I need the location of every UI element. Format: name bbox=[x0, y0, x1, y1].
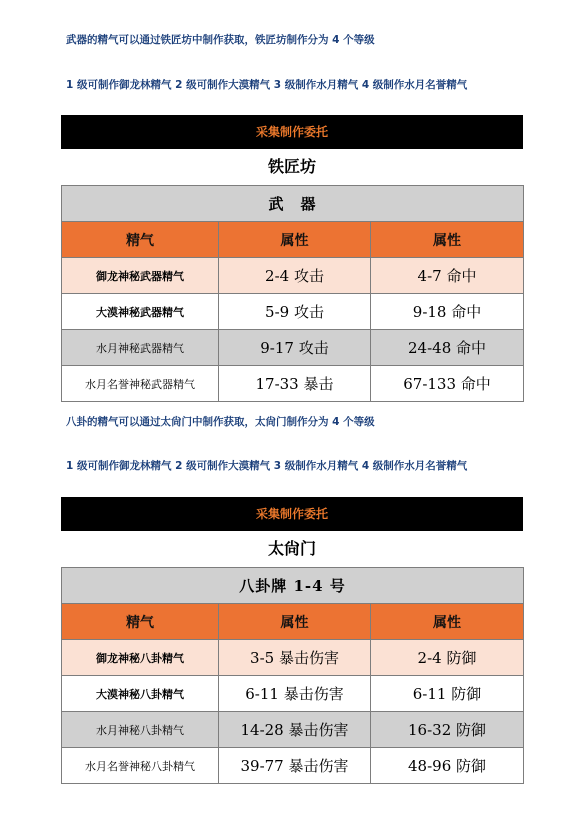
essence-name-cell: 御龙神秘八卦精气 bbox=[62, 640, 219, 676]
table-row bbox=[62, 330, 524, 366]
attribute-cell: 9-18 命中 bbox=[371, 294, 524, 330]
header-cell: 属性 bbox=[219, 604, 371, 640]
table-row bbox=[62, 294, 524, 330]
section1-banner: 采集制作委托 bbox=[61, 115, 523, 149]
table-row bbox=[62, 366, 524, 402]
attribute-cell: 39-77 暴击伤害 bbox=[219, 748, 371, 784]
attribute-cell: 17-33 暴击 bbox=[219, 366, 371, 402]
essence-name-cell: 水月神秘武器精气 bbox=[62, 330, 219, 366]
header-cell: 属性 bbox=[371, 604, 524, 640]
essence-name-cell: 大漠神秘八卦精气 bbox=[62, 676, 219, 712]
table-row bbox=[62, 712, 524, 748]
section2-level-note: 1 级可制作御龙林精气 2 级可制作大漠精气 3 级制作水月精气 4 级制作水月名誉精气 bbox=[66, 460, 468, 472]
essence-name-cell: 水月名誉神秘武器精气 bbox=[62, 366, 219, 402]
section2-place-title: 太尙门 bbox=[267, 539, 316, 558]
header-cell: 属性 bbox=[219, 222, 371, 258]
essence-name-cell: 水月神秘八卦精气 bbox=[62, 712, 219, 748]
table-row bbox=[62, 676, 524, 712]
section1-block bbox=[61, 115, 523, 402]
attribute-cell: 24-48 命中 bbox=[371, 330, 524, 366]
attribute-cell: 6-11 防御 bbox=[371, 676, 524, 712]
section2-table bbox=[61, 567, 524, 784]
section1-place-title: 铁匠坊 bbox=[267, 157, 316, 176]
attribute-cell: 16-32 防御 bbox=[371, 712, 524, 748]
section1-intro-note: 武器的精气可以通过铁匠坊中制作获取，铁匠坊制作分为 4 个等级 bbox=[66, 34, 375, 46]
table-row bbox=[62, 748, 524, 784]
attribute-cell: 2-4 防御 bbox=[371, 640, 524, 676]
attribute-cell: 14-28 暴击伤害 bbox=[219, 712, 371, 748]
section1-table bbox=[61, 185, 524, 402]
section2-category: 八卦牌 1-4 号 bbox=[62, 568, 524, 604]
attribute-cell: 48-96 防御 bbox=[371, 748, 524, 784]
attribute-cell: 9-17 攻击 bbox=[219, 330, 371, 366]
section2-intro-note: 八卦的精气可以通过太尙门中制作获取，太尙门制作分为 4 个等级 bbox=[66, 416, 375, 428]
section2-header-row bbox=[62, 604, 524, 640]
attribute-cell: 2-4 攻击 bbox=[219, 258, 371, 294]
section2-block bbox=[61, 497, 523, 784]
essence-name-cell: 御龙神秘武器精气 bbox=[62, 258, 219, 294]
attribute-cell: 6-11 暴击伤害 bbox=[219, 676, 371, 712]
essence-name-cell: 大漠神秘武器精气 bbox=[62, 294, 219, 330]
header-cell: 属性 bbox=[371, 222, 524, 258]
table-row bbox=[62, 640, 524, 676]
attribute-cell: 67-133 命中 bbox=[371, 366, 524, 402]
section2-category-row bbox=[62, 568, 524, 604]
section2-banner: 采集制作委托 bbox=[61, 497, 523, 531]
attribute-cell: 5-9 攻击 bbox=[219, 294, 371, 330]
header-cell: 精气 bbox=[62, 604, 219, 640]
header-cell: 精气 bbox=[62, 222, 219, 258]
section1-category: 武 器 bbox=[62, 186, 524, 222]
attribute-cell: 3-5 暴击伤害 bbox=[219, 640, 371, 676]
table-row bbox=[62, 258, 524, 294]
essence-name-cell: 水月名誉神秘八卦精气 bbox=[62, 748, 219, 784]
attribute-cell: 4-7 命中 bbox=[371, 258, 524, 294]
section1-header-row bbox=[62, 222, 524, 258]
section1-category-row bbox=[62, 186, 524, 222]
section1-level-note: 1 级可制作御龙林精气 2 级可制作大漠精气 3 级制作水月精气 4 级制作水月名誉精气 bbox=[66, 79, 468, 91]
